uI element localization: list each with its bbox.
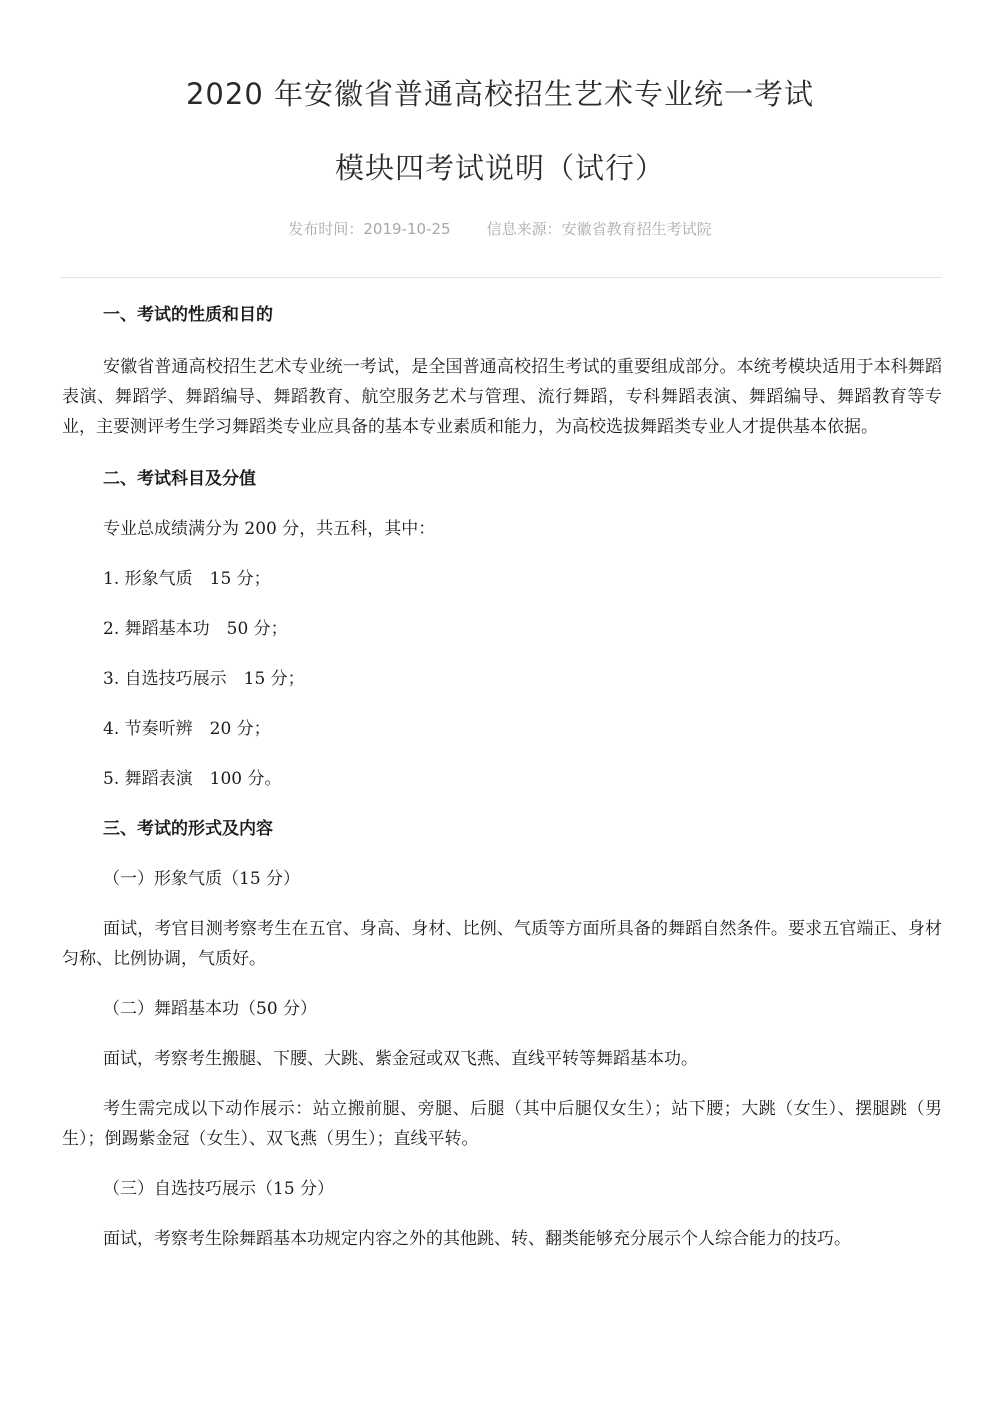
section-1-heading: 一、考试的性质和目的 bbox=[103, 305, 273, 325]
score-item: 4. 节奏听辨 20 分； bbox=[103, 719, 271, 739]
subsection-1-title: （一）形象气质（15 分） bbox=[103, 869, 301, 889]
page-subtitle: 模块四考试说明（试行） bbox=[334, 151, 665, 185]
article-body bbox=[62, 300, 942, 1254]
subsection-2-title: （二）舞蹈基本功（50 分） bbox=[103, 999, 318, 1019]
subsection-2-paragraph: 考生需完成以下动作展示：站立搬前腿、旁腿、后腿（其中后腿仅女生）；站下腰；大跳（女生）、摆腿跳（男生）；倒踢紫金冠（女生）、双飞燕（男生）；直线平转。 bbox=[62, 1099, 942, 1149]
subsection-2-paragraph: 面试，考察考生搬腿、下腰、大跳、紫金冠或双飞燕、直线平转等舞蹈基本功。 bbox=[103, 1049, 698, 1069]
subsection-3-title: （三）自选技巧展示（15 分） bbox=[103, 1179, 335, 1199]
header-divider bbox=[60, 277, 942, 278]
subsection-1-paragraph: 面试，考官目测考察考生在五官、身高、身材、比例、气质等方面所具备的舞蹈自然条件。要求五官端正、身材匀称、比例协调，气质好。 bbox=[62, 919, 942, 969]
section-1-paragraph: 安徽省普通高校招生艺术专业统一考试，是全国普通高校招生考试的重要组成部分。本统考模块适用于本科舞蹈表演、舞蹈学、舞蹈编导、舞蹈教育、航空服务艺术与管理、流行舞蹈，专科舞蹈表演、舞蹈编导、舞蹈教育等专业，主要测评考生学习舞蹈类专业应具备的基本专业素质和能力，为高校选拔舞蹈类专业人才提供基本依据。 bbox=[62, 357, 942, 437]
score-item: 1. 形象气质 15 分； bbox=[103, 569, 271, 589]
section-2-intro: 专业总成绩满分为 200 分，共五科，其中： bbox=[103, 519, 436, 539]
score-item: 5. 舞蹈表演 100 分。 bbox=[103, 769, 282, 789]
page-title: 2020 年安徽省普通高校招生艺术专业统一考试 bbox=[185, 77, 815, 111]
score-item: 2. 舞蹈基本功 50 分； bbox=[103, 619, 288, 639]
subsection-3-paragraph: 面试，考察考生除舞蹈基本功规定内容之外的其他跳、转、翻类能够充分展示个人综合能力的技巧。 bbox=[103, 1229, 851, 1249]
section-3-heading: 三、考试的形式及内容 bbox=[103, 819, 273, 839]
info-source: 信息来源：安徽省教育招生考试院 bbox=[486, 220, 712, 238]
score-item: 3. 自选技巧展示 15 分； bbox=[103, 669, 305, 689]
section-2-heading: 二、考试科目及分值 bbox=[103, 469, 256, 489]
publish-time: 发布时间：2019-10-25 bbox=[288, 220, 451, 238]
article-meta bbox=[0, 218, 1000, 239]
